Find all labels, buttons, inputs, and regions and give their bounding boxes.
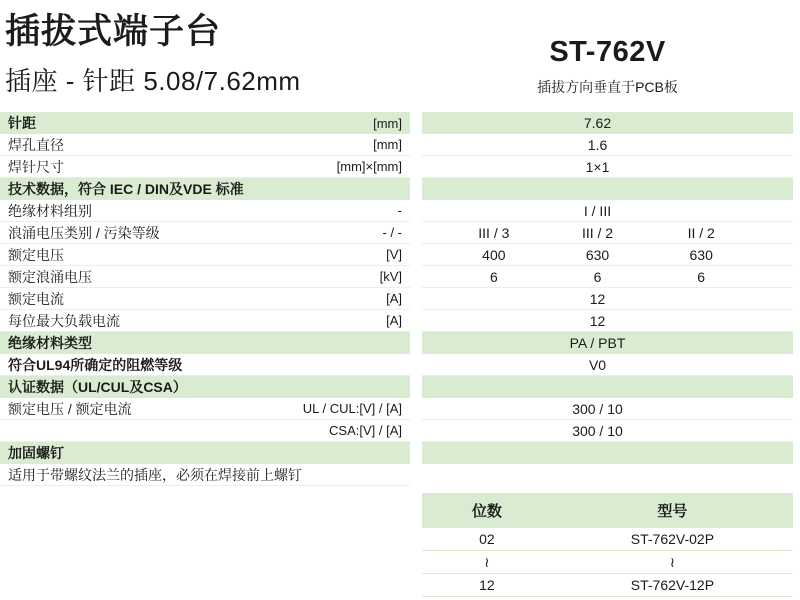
column-gap xyxy=(410,332,422,354)
row-value: I / III xyxy=(583,202,612,219)
column-gap xyxy=(410,156,422,178)
row-value: 12 xyxy=(589,290,606,307)
spec-row xyxy=(0,266,793,288)
spec-section-header xyxy=(0,376,793,398)
order-table-header xyxy=(422,493,793,528)
order-header-positions: 位数 xyxy=(471,503,502,520)
order-positions: 02 xyxy=(479,531,495,547)
row-label: 绝缘材料组别 xyxy=(8,202,92,219)
row-value: 7.62 xyxy=(583,115,612,131)
row-value: 400 xyxy=(482,246,506,263)
column-gap xyxy=(410,266,422,288)
spec-section-header xyxy=(0,332,793,354)
note-text: 适用于带螺纹法兰的插座，必须在焊接前上螺钉 xyxy=(8,466,302,483)
spec-row xyxy=(0,420,793,442)
row-unit: [V] xyxy=(386,247,402,262)
row-label: 额定电压 xyxy=(8,246,64,263)
row-value: 1×1 xyxy=(585,158,610,175)
row-label: 浪涌电压类别 / 污染等级 xyxy=(8,224,160,241)
row-value: PA / PBT xyxy=(569,335,626,351)
spec-row xyxy=(0,288,793,310)
spec-table xyxy=(0,112,793,486)
row-unit: [A] xyxy=(386,291,402,306)
spec-row xyxy=(0,112,793,134)
spec-note-row xyxy=(0,464,793,486)
order-model: ≀ xyxy=(669,553,676,570)
row-unit: [A] xyxy=(386,313,402,328)
page-title: 插拔式端子台 xyxy=(5,12,222,51)
column-gap xyxy=(410,310,422,332)
column-gap xyxy=(410,354,422,376)
row-label: 额定浪涌电压 xyxy=(8,268,92,285)
spec-row xyxy=(0,244,793,266)
row-value: 6 xyxy=(697,268,706,285)
column-gap xyxy=(410,420,422,442)
section-label: 认证数据（UL/CUL及CSA） xyxy=(8,379,187,395)
column-gap xyxy=(410,222,422,244)
row-label: 焊孔直径 xyxy=(8,136,64,153)
row-label: 额定电压 / 额定电流 xyxy=(8,400,132,417)
row-value: 6 xyxy=(593,268,602,285)
page-subtitle: 插座 - 针距 5.08/7.62mm xyxy=(5,66,301,96)
row-unit: [mm] xyxy=(373,137,402,152)
row-label: 焊针尺寸 xyxy=(8,158,64,175)
column-gap xyxy=(410,288,422,310)
row-value: 300 / 10 xyxy=(572,422,623,439)
column-gap xyxy=(410,398,422,420)
row-label: 额定电流 xyxy=(8,290,64,307)
section-label: 技术数据，符合 IEC / DIN及VDE 标准 xyxy=(8,181,244,197)
column-gap xyxy=(410,178,422,200)
row-unit: CSA:[V] / [A] xyxy=(329,423,402,438)
row-value: 300 / 10 xyxy=(572,400,623,417)
order-row xyxy=(422,551,793,574)
spec-row xyxy=(0,222,793,244)
row-unit: - / - xyxy=(382,225,402,240)
row-value: 1.6 xyxy=(587,136,608,153)
model-note: 插拔方向垂直于PCB板 xyxy=(537,79,678,95)
row-value: 630 xyxy=(585,246,610,263)
model-block xyxy=(422,36,793,97)
section-label: 加固螺钉 xyxy=(8,445,64,461)
column-gap xyxy=(410,112,422,134)
row-unit: [kV] xyxy=(379,269,402,284)
row-value: III / 3 xyxy=(478,224,510,241)
column-gap xyxy=(410,134,422,156)
row-unit: UL / CUL:[V] / [A] xyxy=(302,401,402,416)
order-header-model: 型号 xyxy=(657,503,688,520)
row-label: 每位最大负载电流 xyxy=(8,312,120,329)
column-gap xyxy=(410,464,422,486)
order-model: ST-762V-02P xyxy=(630,531,715,547)
row-value: 6 xyxy=(489,268,498,285)
order-table xyxy=(422,493,793,597)
column-gap xyxy=(410,244,422,266)
row-value: II / 2 xyxy=(687,224,715,241)
spec-row xyxy=(0,398,793,420)
order-model: ST-762V-12P xyxy=(630,577,715,593)
column-gap xyxy=(410,200,422,222)
spec-row xyxy=(0,354,793,376)
row-value: V0 xyxy=(588,356,607,373)
order-row xyxy=(422,574,793,597)
model-number: ST-762V xyxy=(549,36,666,68)
order-row xyxy=(422,528,793,551)
row-label: 针距 xyxy=(8,115,36,131)
spec-section-header xyxy=(0,178,793,200)
spec-section-header xyxy=(0,442,793,464)
row-unit: - xyxy=(397,203,402,218)
row-value: 12 xyxy=(589,312,606,329)
column-gap xyxy=(410,442,422,464)
row-unit: [mm] xyxy=(373,115,402,131)
order-positions: ≀ xyxy=(484,553,490,570)
spec-row xyxy=(0,156,793,178)
spec-row xyxy=(0,200,793,222)
order-positions: 12 xyxy=(479,577,495,593)
row-label: 符合UL94所确定的阻燃等级 xyxy=(8,356,183,373)
row-unit: [mm]×[mm] xyxy=(336,159,402,174)
row-value: III / 2 xyxy=(581,224,614,241)
section-label: 绝缘材料类型 xyxy=(8,335,92,351)
spec-row xyxy=(0,134,793,156)
row-value: 630 xyxy=(689,246,713,263)
spec-row xyxy=(0,310,793,332)
column-gap xyxy=(410,376,422,398)
